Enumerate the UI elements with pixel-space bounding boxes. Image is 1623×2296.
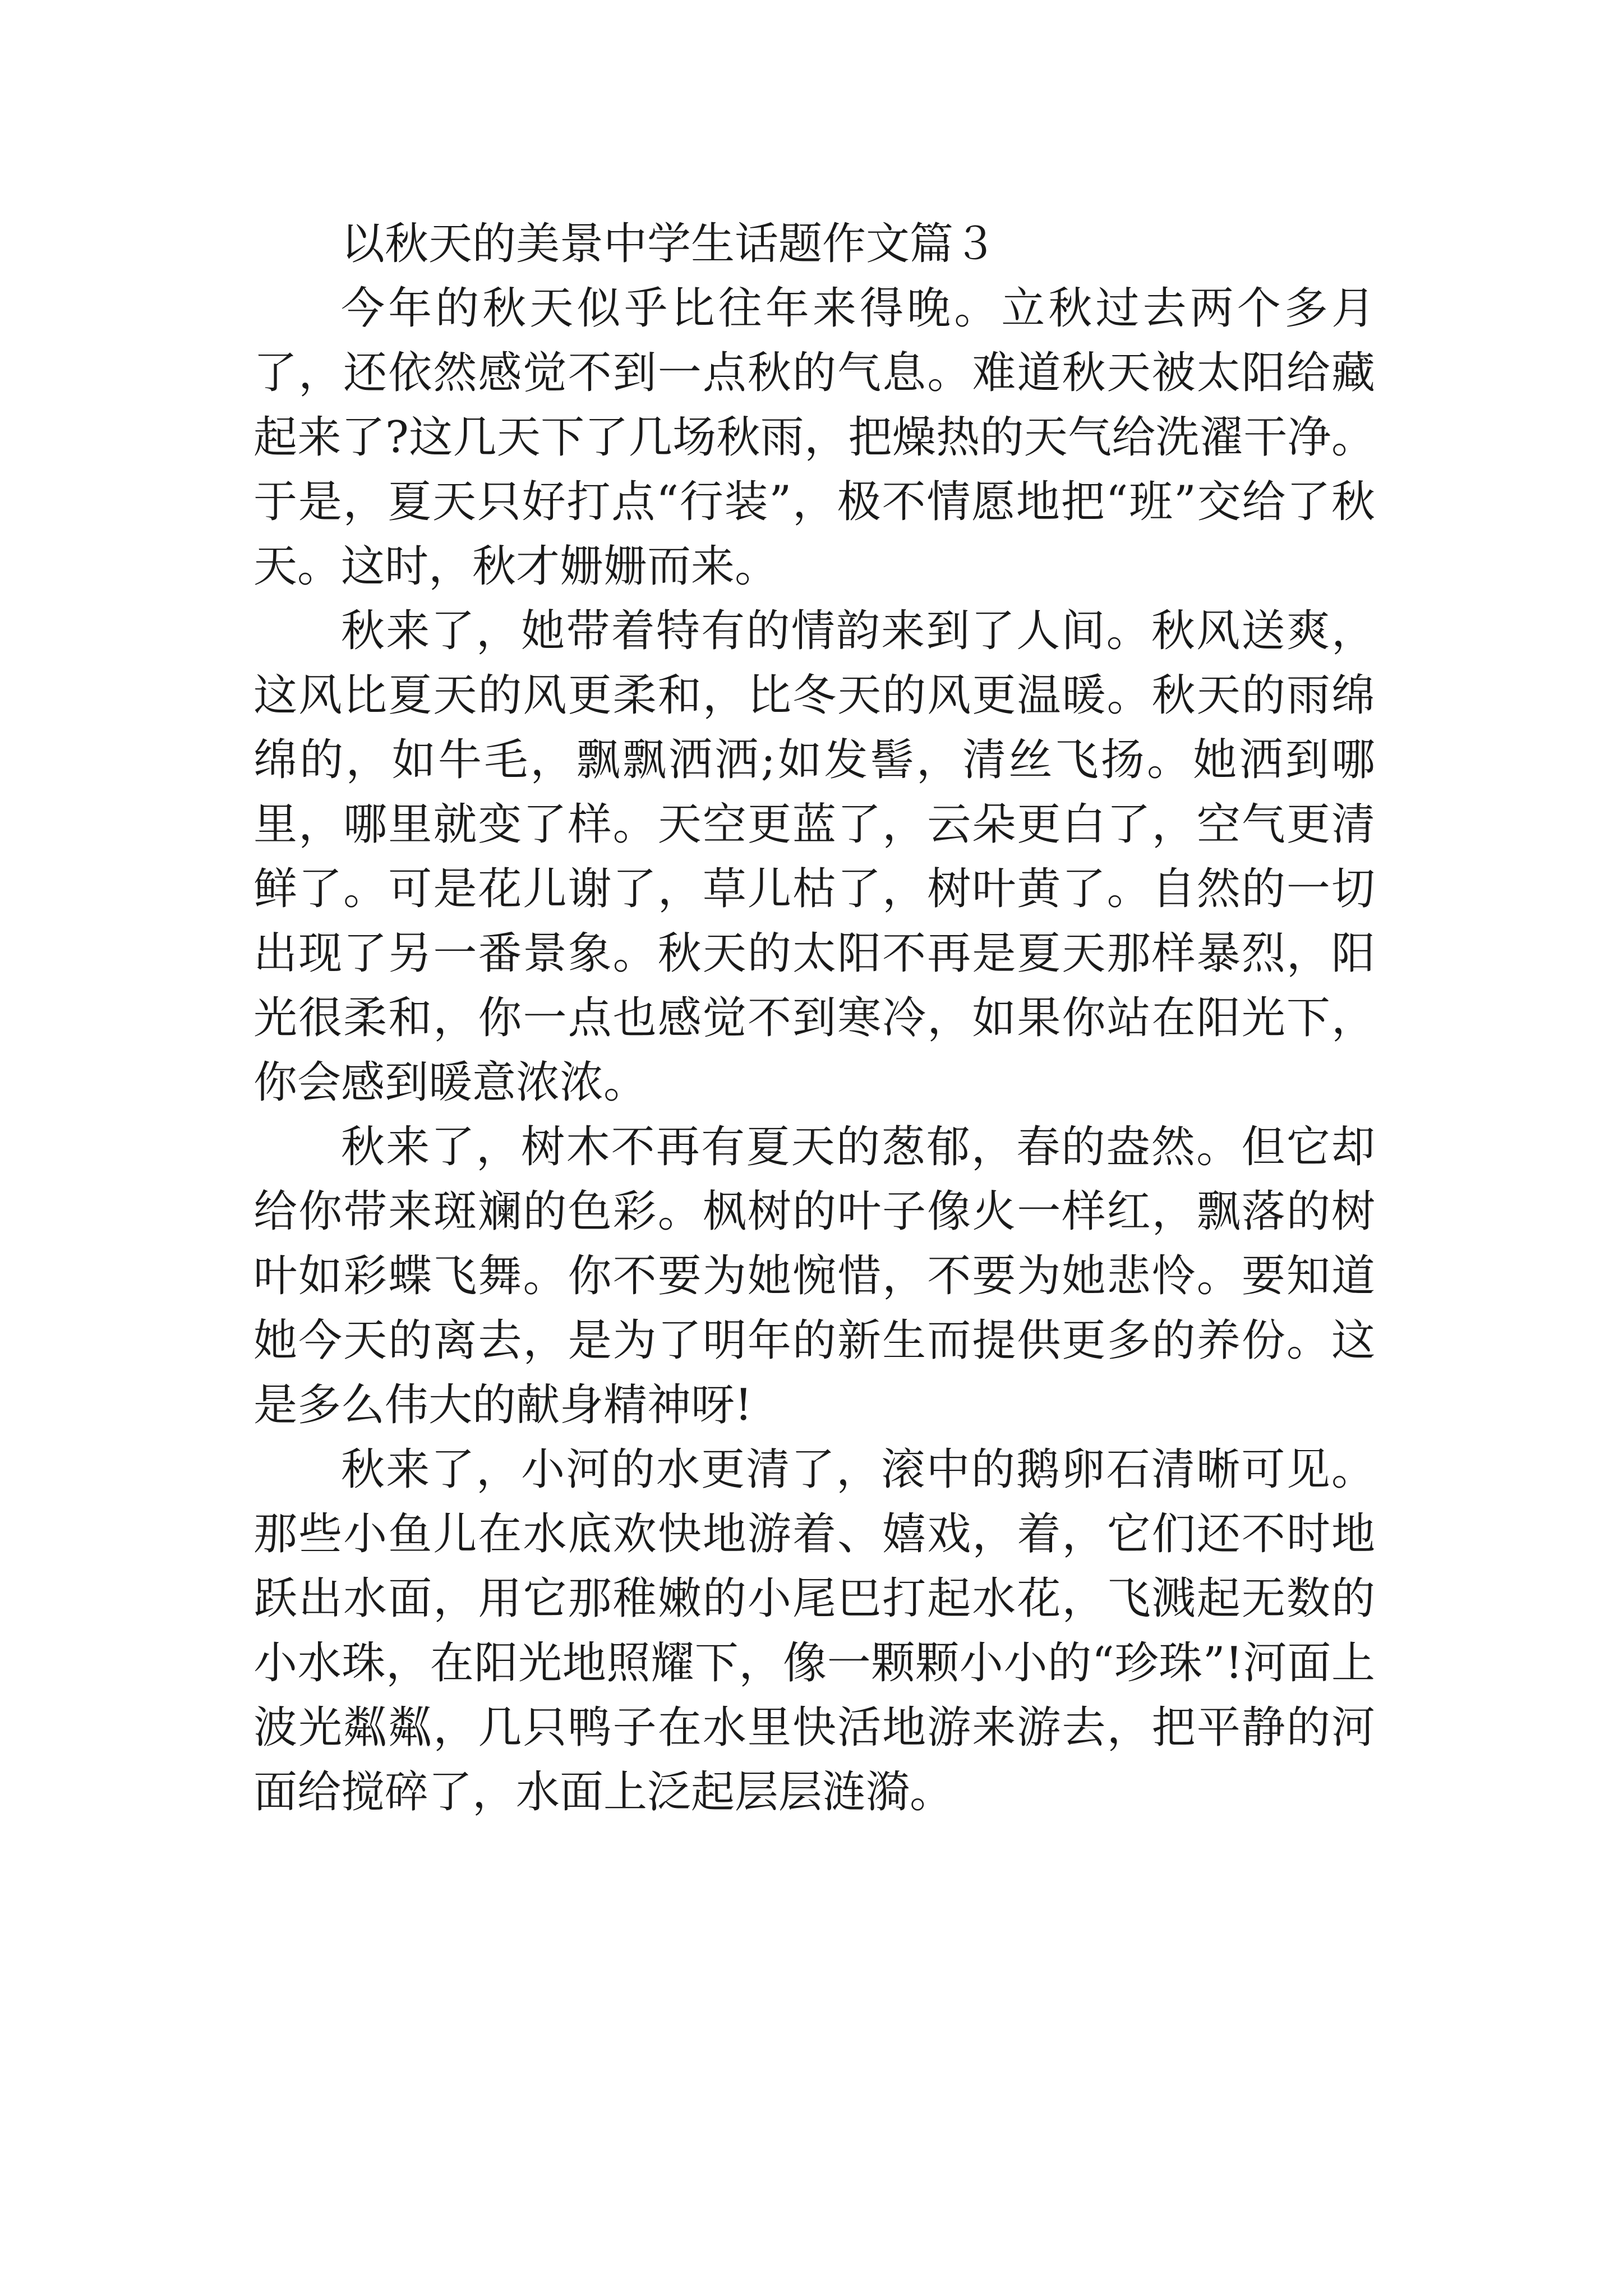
paragraph-2: 秋来了，她带着特有的情韵来到了人间。秋风送爽，这风比夏天的风更柔和，比冬天的风更温暖。秋天的雨绵绵的，如牛毛，飘飘洒洒;如发髻，清丝飞扬。她洒到哪里，哪里就变了样。天空更蓝了，云朵更白了，空气更清鲜了。可是花儿谢了，草儿枯了，树叶黄了。自然的一切出现了另一番景象。秋天的太阳不再是夏天那样暴烈，阳光很柔和，你一点也感觉不到寒冷，如果你站在阳光下，你会感到暖意浓浓。 <box>253 606 1375 1108</box>
essay-title: 以秋天的美景中学生话题作文篇３ <box>341 219 998 269</box>
paragraph-4: 秋来了，小河的水更清了，滚中的鹅卵石清晰可见。那些小鱼儿在水底欢快地游着、嬉戏，着，它们还不时地跃出水面，用它那稚嫩的小尾巴打起水花，飞溅起无数的小水珠，在阳光地照耀下，像一颗颗小小的“珍珠”!河面上波光粼粼，几只鸭子在水里快活地游来游去，把平静的河面给搅碎了，水面上泛起层层涟漪。 <box>253 1444 1375 1818</box>
essay-body <box>253 212 1375 1825</box>
paragraph-1: 今年的秋天似乎比往年来得晚。立秋过去两个多月了，还依然感觉不到一点秋的气息。难道秋天被太阳给藏起来了?这几天下了几场秋雨，把燥热的天气给洗濯干净。于是，夏天只好打点“行装”，极不情愿地把“班”交给了秋天。这时，秋才姗姗而来。 <box>253 283 1375 592</box>
paragraph-3: 秋来了，树木不再有夏天的葱郁，春的盎然。但它却给你带来斑斓的色彩。枫树的叶子像火一样红，飘落的树叶如彩蝶飞舞。你不要为她惋惜，不要为她悲怜。要知道她今天的离去，是为了明年的新生而提供更多的养份。这是多么伟大的献身精神呀! <box>253 1122 1375 1430</box>
